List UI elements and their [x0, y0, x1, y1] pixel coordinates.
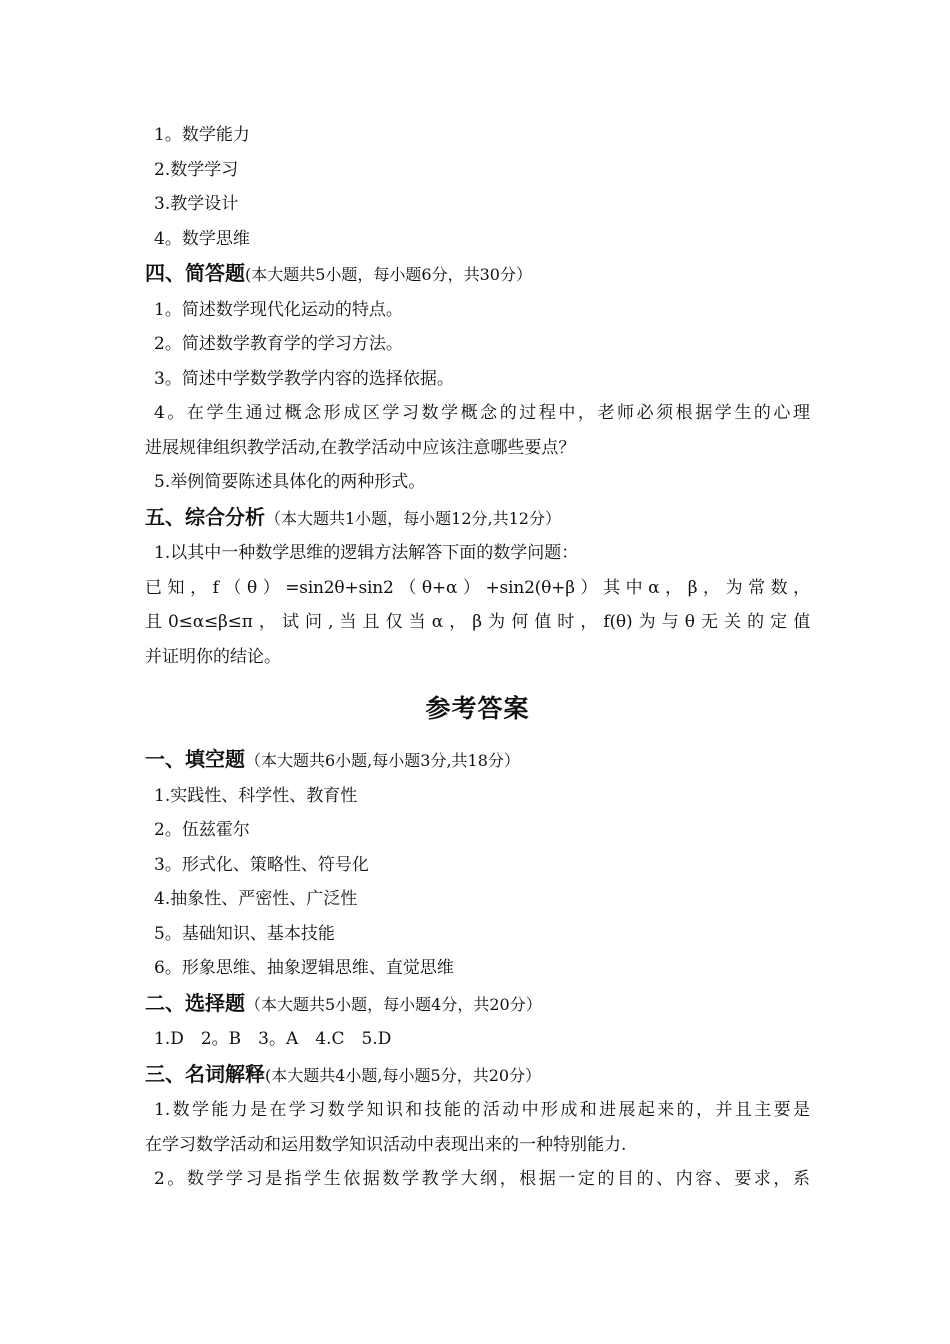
problem-line-1: 已知，f（θ）=sin2θ+sin2（θ+α）+sin2(θ+β）其中α，β，为常数， — [145, 577, 810, 598]
term-answer-1-line-2: 在学习数学活动和运用数学知识活动中表现出来的一种特别能力. — [145, 1134, 627, 1155]
fill-answer-1: 1.实践性、科学性、教育性 — [154, 785, 358, 806]
section-4-label: 四、简答题 — [145, 261, 245, 285]
term-answer-1-line-1: 1.数学能力是在学习数学知识和技能的活动中形成和进展起来的，并且主要是 — [154, 1100, 810, 1120]
choice-answers: 1.D 2。B 3。A 4.C 5.D — [154, 1029, 392, 1049]
question-5-1: 1.以其中一种数学思维的逻辑方法解答下面的数学问题： — [154, 543, 579, 563]
question-4-5: 5.举例简要陈述具体化的两种形式。 — [154, 472, 426, 492]
question-4-4-line-2: 进展规律组织教学活动,在教学活动中应该注意哪些要点？ — [145, 437, 576, 458]
answers-terms-label: 三、名词解释 — [145, 1061, 265, 1086]
answers-terms-heading — [145, 1057, 810, 1094]
problem-line-2: 且0≤α≤β≤π，试问,当且仅当α，β为何值时，f(θ)为与θ无关的定值 — [145, 612, 810, 632]
fill-answer-6: 6。形象思维、抽象逻辑思维、直觉思维 — [154, 958, 454, 978]
fill-answer-5: 5。基础知识、基本技能 — [154, 923, 335, 944]
fill-answer-3: 3。形式化、策略性、符号化 — [154, 854, 369, 875]
section-5-label: 五、综合分析 — [145, 504, 265, 529]
problem-line-3: 并证明你的结论。 — [145, 646, 281, 667]
document-page — [145, 118, 810, 1197]
section-4-heading — [145, 256, 810, 293]
section-5-note: （本大题共1小题，每小题12分,共12分） — [265, 508, 561, 528]
fill-answer-2: 2。伍兹霍尔 — [154, 820, 250, 840]
term-item-2: 2.数学学习 — [154, 159, 239, 180]
answers-choice-heading — [145, 986, 810, 1023]
answers-fill-note: （本大题共6小题,每小题3分,共18分） — [245, 751, 520, 770]
fill-answer-4: 4.抽象性、严密性、广泛性 — [154, 889, 358, 909]
question-4-3: 3。简述中学数学教学内容的选择依据。 — [154, 368, 454, 389]
answers-terms-note: (本大题共4小题,每小题5分，共20分） — [265, 1065, 542, 1085]
answers-choice-note: （本大题共5小题，每小题4分，共20分） — [245, 994, 542, 1014]
section-4-note: (本大题共5小题，每小题6分，共30分） — [245, 265, 532, 284]
question-4-4-line-1: 4。在学生通过概念形成区学习数学概念的过程中，老师必须根据学生的心理 — [154, 403, 810, 423]
term-item-4: 4。数学思维 — [154, 228, 250, 249]
section-5-heading — [145, 500, 810, 537]
answers-title: 参考答案 — [425, 694, 530, 723]
term-answer-2-line-1: 2。数学学习是指学生依据数学教学大纲，根据一定的目的、内容、要求，系 — [154, 1169, 810, 1189]
term-item-1: 1。数学能力 — [154, 125, 250, 145]
answers-fill-heading — [145, 742, 810, 779]
question-4-1: 1。简述数学现代化运动的特点。 — [154, 299, 403, 320]
answers-fill-label: 一、填空题 — [145, 747, 245, 771]
answers-choice-label: 二、选择题 — [145, 990, 245, 1015]
question-4-2: 2。简述数学教育学的学习方法。 — [154, 334, 403, 354]
term-item-3: 3.教学设计 — [154, 194, 239, 214]
